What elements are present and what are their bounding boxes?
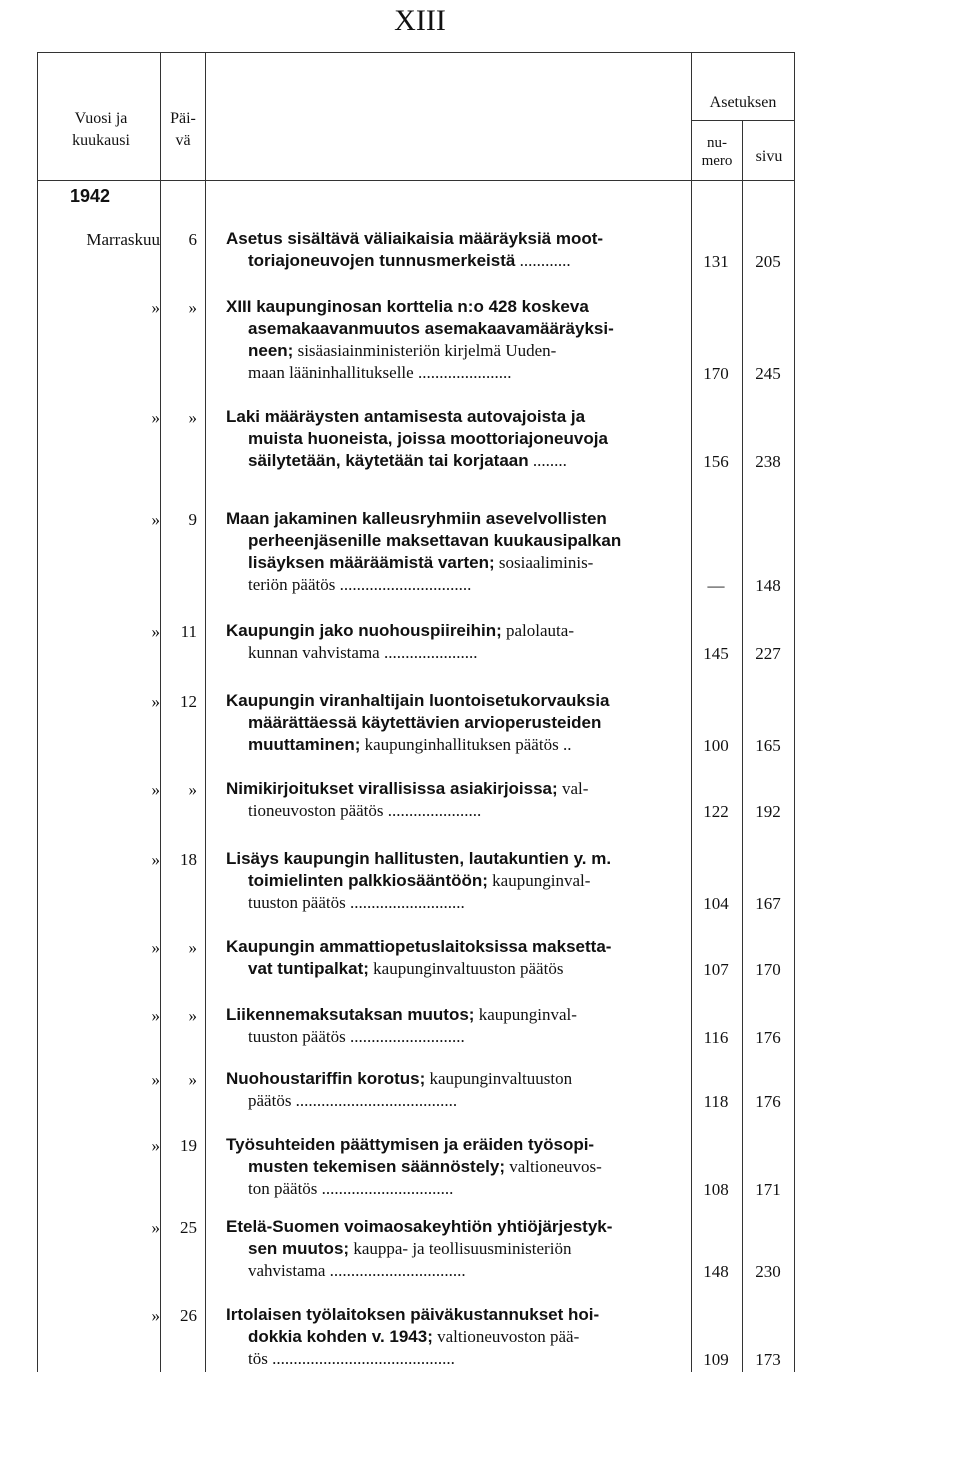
entry-title-note: ton päätös ............................... [248, 1179, 454, 1198]
entry-title-line [226, 508, 688, 530]
entry-decree-number: 109 [703, 1350, 729, 1369]
entry-decree-number: 104 [703, 894, 729, 913]
entry-title-bold: XIII kaupunginosan korttelia n:o 428 koskeva [226, 297, 589, 316]
entry-title-bold: Maan jakaminen kalleusryhmiin asevelvollisten [226, 509, 607, 528]
header-decree: Asetuksen [709, 94, 777, 111]
entry-title-note: ........ [528, 451, 567, 470]
entry-title-bold: määrättäessä käytettävien arvioperusteiden [248, 713, 602, 732]
entry-day: 12 [180, 692, 197, 711]
entry-title-line [226, 1004, 688, 1026]
entry-title-line [226, 1134, 688, 1156]
entry-month: » [151, 622, 160, 641]
entry-title [226, 1134, 688, 1200]
entry-decree-page: 173 [755, 1350, 781, 1369]
entry-title [226, 406, 688, 472]
entry-title-bold: Kaupungin ammattiopetuslaitoksissa maksetta- [226, 937, 612, 956]
rule-number-page [742, 120, 743, 1372]
entry-decree-page: 192 [755, 802, 781, 821]
entry-month: » [151, 692, 160, 711]
rule-decree-split [691, 120, 795, 121]
entry-day: » [188, 298, 197, 317]
entry-day: 19 [180, 1136, 197, 1155]
entry-decree-page: 205 [755, 252, 781, 271]
entry-month: » [151, 1070, 160, 1089]
entry-title-note: sisäasiainministeriön kirjelmä Uuden- [293, 341, 557, 360]
entry-decree-page: 238 [755, 452, 781, 471]
entry-title-line [226, 1304, 688, 1326]
entry-title-line [226, 1260, 688, 1282]
entry-title [226, 1304, 688, 1370]
entry-title-note: kaupunginval- [487, 871, 591, 890]
entry-month: » [151, 1006, 160, 1025]
entry-decree-number: 131 [703, 252, 729, 271]
entry-decree-page: 176 [755, 1028, 781, 1047]
entry-title-bold: muuttaminen; [248, 735, 361, 754]
entry-title-line [226, 428, 688, 450]
entry-month: » [151, 1218, 160, 1237]
entry-title-bold: sen muutos; [248, 1239, 350, 1258]
entry-title-line [226, 530, 688, 552]
entry-title-bold: Kaupungin viranhaltijain luontoisetukorvauksia [226, 691, 610, 710]
year-label: 1942 [70, 186, 111, 206]
entry-title [226, 690, 688, 756]
entry-day: 26 [180, 1306, 197, 1325]
entry-title-bold: perheenjäsenille maksettavan kuukausipalkan [248, 531, 622, 550]
rule-right [794, 52, 795, 1372]
entry-month: » [151, 1136, 160, 1155]
header-page: sivu [755, 148, 783, 165]
entry-title-line [226, 406, 688, 428]
entry-title-bold: toimielinten palkkiosääntöön; [248, 871, 488, 890]
entry-title-bold: Etelä-Suomen voimaosakeyhtiön yhtiöjärjestyk- [226, 1217, 613, 1236]
entry-title-bold: dokkia kohden v. 1943; [248, 1327, 433, 1346]
entry-title-bold: musten tekemisen säännöstely; [248, 1157, 505, 1176]
entry-title-note: kaupunginvaltuuston [425, 1069, 573, 1088]
entry-decree-page: 171 [755, 1180, 781, 1199]
rule-after-day [205, 52, 206, 1372]
entry-decree-number: — [707, 576, 725, 595]
rule-top [37, 52, 795, 53]
entry-title-note: kaupunginvaltuuston päätös [368, 959, 564, 978]
entry-title-line [226, 1326, 688, 1348]
entry-title [226, 620, 688, 664]
entry-title-note: valtioneuvos- [504, 1157, 602, 1176]
entry-title-bold: toriajoneuvojen tunnusmerkeistä [248, 251, 516, 270]
entry-title-line [226, 892, 688, 914]
entry-title-line [226, 778, 688, 800]
entry-title [226, 778, 688, 822]
entry-day: 25 [180, 1218, 197, 1237]
entry-decree-page: 230 [755, 1262, 781, 1281]
entry-title [226, 1068, 688, 1112]
entry-month: » [151, 298, 160, 317]
entry-title-note: tuuston päätös ........................... [248, 893, 465, 912]
entry-title-note: tös ........................................... [248, 1349, 455, 1368]
entry-title-note: teriön päätös ............................... [248, 575, 472, 594]
entry-day: 6 [188, 230, 197, 249]
entry-title-note: val- [557, 779, 589, 798]
entry-month: » [151, 938, 160, 957]
entry-title-line [226, 1178, 688, 1200]
entry-decree-number: 148 [703, 1262, 729, 1281]
entry-title-bold: Nimikirjoitukset virallisissa asiakirjoissa; [226, 779, 558, 798]
entry-title-note: vahvistama ................................ [248, 1261, 466, 1280]
entry-month: Marraskuu [86, 230, 160, 249]
entry-decree-page: 148 [755, 576, 781, 595]
rule-left [37, 52, 38, 1372]
entry-title-note: sosiaaliminis- [494, 553, 594, 572]
entry-title [226, 936, 688, 980]
entry-title-note: kaupunginval- [474, 1005, 577, 1024]
entry-title [226, 508, 688, 596]
entry-title-line [226, 1156, 688, 1178]
entry-title-line [226, 620, 688, 642]
entry-month: » [151, 850, 160, 869]
entry-day: » [188, 780, 197, 799]
entry-month: » [151, 408, 160, 427]
entry-title-note: kauppa- ja teollisuusministeriön [349, 1239, 572, 1258]
entry-title-bold: lisäyksen määräämistä varten; [248, 553, 495, 572]
entry-title-line [226, 690, 688, 712]
entry-title-line [226, 552, 688, 574]
entry-title-note: tioneuvoston päätös ...................... [248, 801, 482, 820]
entry-title-bold: vat tuntipalkat; [248, 959, 369, 978]
entry-decree-number: 100 [703, 736, 729, 755]
entry-title-line [226, 848, 688, 870]
header-day: Päi-vä [170, 110, 196, 149]
entry-decree-number: 122 [703, 802, 729, 821]
entry-title-bold: muista huoneista, joissa moottoriajoneuvoja [248, 429, 608, 448]
entry-decree-number: 145 [703, 644, 729, 663]
page-number: XIII [394, 4, 446, 37]
entry-decree-number: 118 [703, 1092, 729, 1111]
entry-title-bold: Irtolaisen työlaitoksen päiväkustannukset hoi- [226, 1305, 600, 1324]
entry-title-bold: neen; [248, 341, 294, 360]
entry-day: 11 [180, 622, 197, 641]
entry-title [226, 848, 688, 914]
entry-title-line [226, 1238, 688, 1260]
entry-title-bold: Kaupungin jako nuohouspiireihin; [226, 621, 502, 640]
entry-title-note: palolauta- [501, 621, 574, 640]
entry-title-bold: Asetus sisältävä väliaikaisia määräyksiä moot- [226, 229, 604, 248]
entry-day: » [188, 1070, 197, 1089]
entry-day: » [188, 938, 197, 957]
entry-title [226, 1004, 688, 1048]
entry-title-line [226, 340, 688, 362]
entry-decree-number: 116 [703, 1028, 729, 1047]
entry-day: 9 [188, 510, 197, 529]
entry-day: » [188, 1006, 197, 1025]
rule-after-year [160, 52, 161, 1372]
header-number: nu-mero [701, 135, 733, 169]
entry-title-bold: asemakaavanmuutos asemakaavamääräyksi- [248, 319, 614, 338]
entry-title-bold: säilytetään, käytetään tai korjataan [248, 451, 529, 470]
entry-title-line [226, 318, 688, 340]
entry-title-line [226, 1216, 688, 1238]
entry-decree-number: 107 [703, 960, 729, 979]
entry-title-bold: Nuohoustariffin korotus; [226, 1069, 426, 1088]
entry-title-line [226, 250, 688, 272]
entry-title-bold: Liikennemaksutaksan muutos; [226, 1005, 475, 1024]
entry-title-line [226, 574, 688, 596]
entry-title-note: ............ [515, 251, 571, 270]
entry-decree-page: 165 [755, 736, 781, 755]
entry-decree-number: 170 [703, 364, 729, 383]
entry-title-line [226, 296, 688, 318]
entry-decree-page: 176 [755, 1092, 781, 1111]
entry-month: » [151, 510, 160, 529]
entry-title-note: kaupunginhallituksen päätös .. [360, 735, 572, 754]
entry-title-line [226, 800, 688, 822]
entry-decree-page: 245 [755, 364, 781, 383]
entry-decree-page: 170 [755, 960, 781, 979]
entry-day: » [188, 408, 197, 427]
entry-title-line [226, 870, 688, 892]
entry-decree-number: 108 [703, 1180, 729, 1199]
entry-title-line [226, 1090, 688, 1112]
entry-title-note: kunnan vahvistama ...................... [248, 643, 478, 662]
entry-title [226, 296, 688, 384]
entry-title-note: maan lääninhallitukselle ...................... [248, 363, 512, 382]
entry-month: » [151, 1306, 160, 1325]
entry-decree-page: 227 [755, 644, 781, 663]
entry-title-note: tuuston päätös ........................... [248, 1027, 465, 1046]
entry-title-line [226, 734, 688, 756]
entry-title-line [226, 936, 688, 958]
entry-decree-number: 156 [703, 452, 729, 471]
rule-header-bottom [37, 180, 795, 181]
entry-title-line [226, 362, 688, 384]
entry-title [226, 1216, 688, 1282]
entry-title [226, 228, 688, 272]
entry-title-bold: Laki määräysten antamisesta autovajoista ja [226, 407, 586, 426]
entry-title-bold: Lisäys kaupungin hallitusten, lautakuntien y. m. [226, 849, 612, 868]
entry-title-line [226, 1348, 688, 1370]
header-year-month: Vuosi ja kuukausi [72, 110, 130, 149]
entry-month: » [151, 780, 160, 799]
entry-title-note: valtioneuvoston pää- [432, 1327, 580, 1346]
entry-title-line [226, 958, 688, 980]
entry-decree-page: 167 [755, 894, 781, 913]
entry-title-line [226, 1026, 688, 1048]
entry-title-note: päätös ...................................... [248, 1091, 458, 1110]
entry-title-bold: Työsuhteiden päättymisen ja eräiden työsopi- [226, 1135, 595, 1154]
entry-title-line [226, 642, 688, 664]
entry-title-line [226, 1068, 688, 1090]
entry-title-line [226, 450, 688, 472]
entry-title-line [226, 712, 688, 734]
entry-day: 18 [180, 850, 197, 869]
entry-title-line [226, 228, 688, 250]
